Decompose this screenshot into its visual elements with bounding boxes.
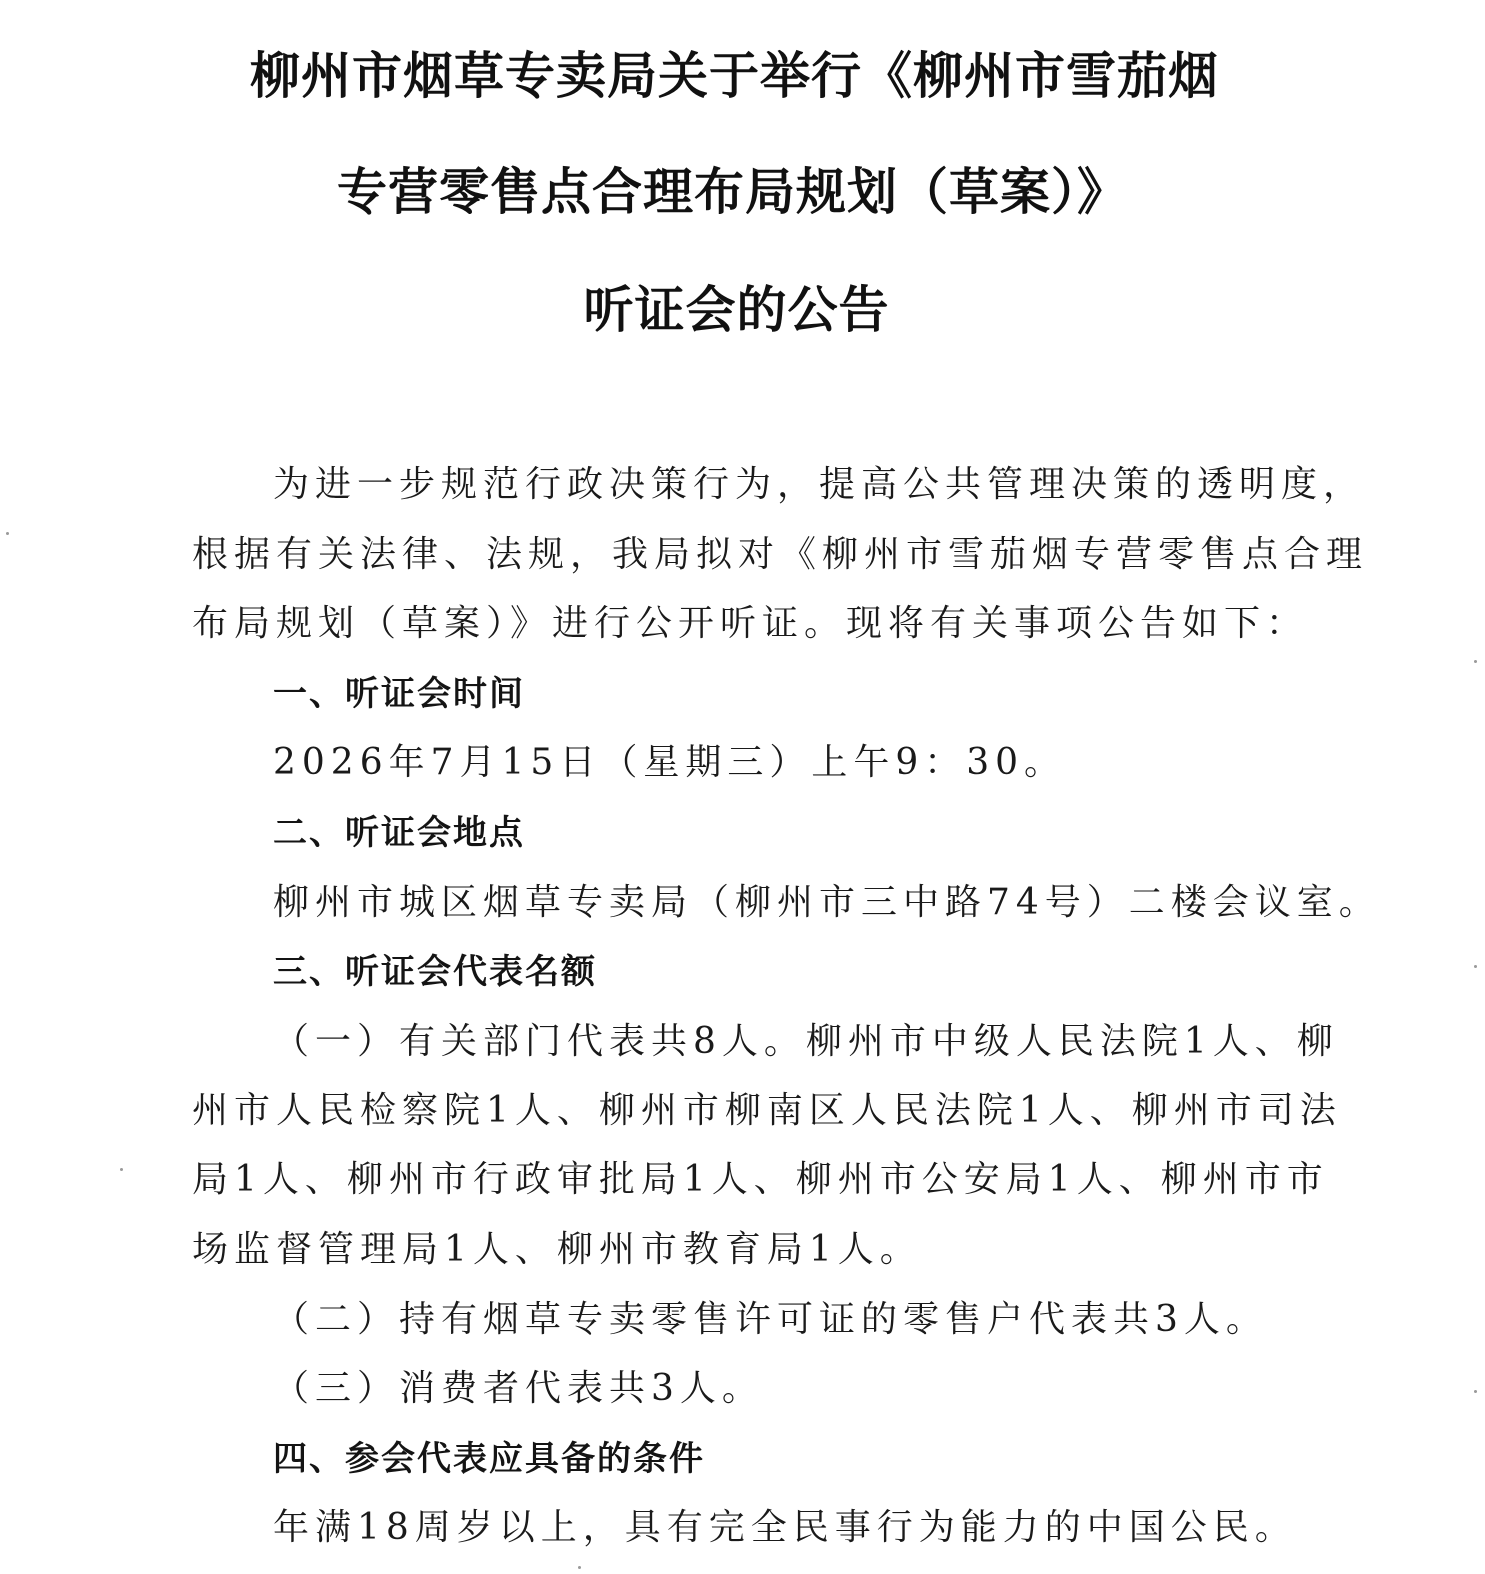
scan-artifact-dot xyxy=(1474,965,1477,968)
document-title-line-1: 柳州市烟草专卖局关于举行《柳州市雪茄烟 xyxy=(250,47,1219,105)
representatives-item-2: （二）持有烟草专卖零售许可证的零售户代表共3人。 xyxy=(273,1299,1268,1340)
representatives-item-1-line-4: 场监督管理局1人、柳州市教育局1人。 xyxy=(192,1229,922,1270)
scan-artifact-dot xyxy=(1474,1390,1477,1393)
section-heading-representatives: 三、听证会代表名额 xyxy=(273,952,597,992)
intro-line-2: 根据有关法律、法规，我局拟对《柳州市雪茄烟专营零售点合理 xyxy=(192,534,1369,575)
hearing-time-text: 2026年7月15日（星期三）上午9：30。 xyxy=(273,742,1067,783)
section-heading-time: 一、听证会时间 xyxy=(273,674,525,714)
representatives-item-1-line-2: 州市人民检察院1人、柳州市柳南区人民法院1人、柳州市司法 xyxy=(192,1090,1342,1131)
scan-artifact-dot xyxy=(578,1566,581,1569)
document-title-line-2: 专营零售点合理布局规划（草案）》 xyxy=(337,163,1128,221)
document-title-line-3: 听证会的公告 xyxy=(583,281,890,339)
section-heading-conditions: 四、参会代表应具备的条件 xyxy=(273,1439,705,1479)
representatives-item-3: （三）消费者代表共3人。 xyxy=(273,1368,764,1409)
intro-line-1: 为进一步规范行政决策行为，提高公共管理决策的透明度， xyxy=(273,464,1366,505)
scan-artifact-dot xyxy=(6,532,9,535)
section-heading-location: 二、听证会地点 xyxy=(273,813,525,853)
intro-line-3: 布局规划（草案）》进行公开听证。现将有关事项公告如下： xyxy=(192,603,1309,644)
representatives-item-1-line-1: （一）有关部门代表共8人。柳州市中级人民法院1人、柳 xyxy=(273,1021,1339,1062)
conditions-text: 年满18周岁以上，具有完全民事行为能力的中国公民。 xyxy=(273,1507,1297,1548)
hearing-location-text: 柳州市城区烟草专卖局（柳州市三中路74号）二楼会议室。 xyxy=(273,882,1381,923)
scan-artifact-dot xyxy=(1474,660,1477,663)
representatives-item-1-line-3: 局1人、柳州市行政审批局1人、柳州市公安局1人、柳州市市 xyxy=(192,1159,1329,1200)
scan-artifact-dot xyxy=(120,1168,123,1171)
